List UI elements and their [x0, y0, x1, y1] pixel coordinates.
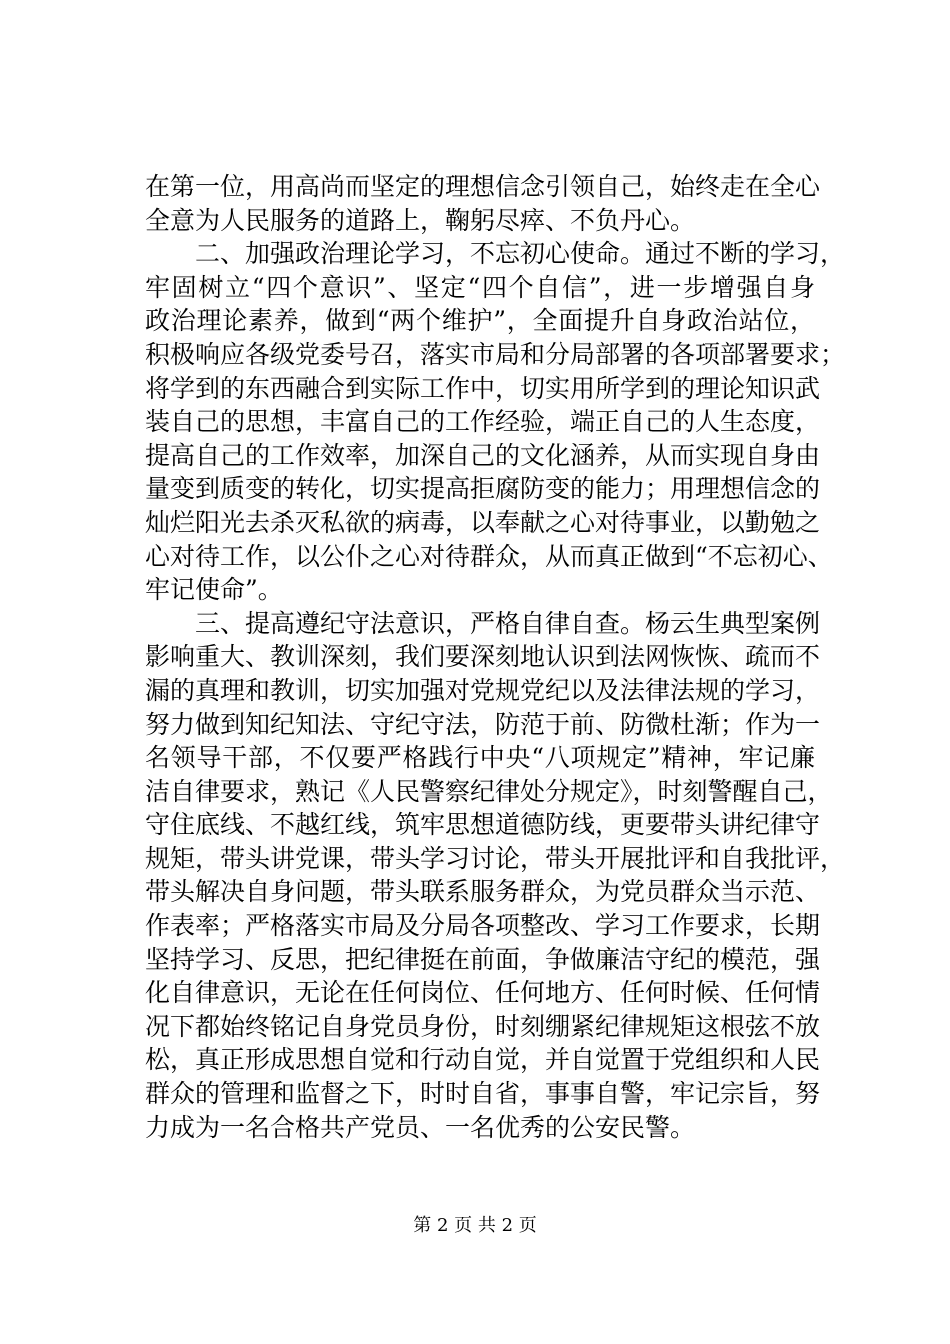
text-line: 松，真正形成思想自觉和行动自觉，并自觉置于党组织和人民	[145, 1045, 821, 1075]
text-line: 坚持学习、反思，把纪律挺在前面，争做廉洁守纪的模范，强	[145, 944, 821, 974]
text-line: 名领导干部，不仅要严格践行中央“八项规定”精神，牢记廉	[145, 743, 815, 773]
text-line: 三、提高遵纪守法意识，严格自律自查。杨云生典型案例	[145, 608, 821, 638]
text-line: 心对待工作，以公仆之心对待群众，从而真正做到“不忘初心、	[145, 541, 833, 571]
text-line: 牢记使命”。	[145, 575, 283, 605]
text-line: 灿烂阳光去杀灭私欲的病毒，以奉献之心对待事业，以勤勉之	[145, 507, 821, 537]
document-body	[145, 170, 846, 1144]
text-line: 规矩，带头讲党课，带头学习讨论，带头开展批评和自我批评，	[145, 843, 846, 873]
text-line: 政治理论素养，做到“两个维护”，全面提升自身政治站位，	[145, 306, 815, 336]
page-number-footer: 第 2 页 共 2 页	[413, 1215, 537, 1236]
text-line: 带头解决自身问题，带头联系服务群众，为党员群众当示范、	[145, 877, 821, 907]
text-line: 守住底线、不越红线，筑牢思想道德防线，更要带头讲纪律守	[145, 810, 821, 840]
text-line: 牢固树立“四个意识”、坚定“四个自信”，进一步增强自身	[145, 272, 815, 302]
text-line: 况下都始终铭记自身党员身份，时刻绷紧纪律规矩这根弦不放	[145, 1011, 821, 1041]
text-line: 漏的真理和教训，切实加强对党规党纪以及法律法规的学习，	[145, 675, 821, 705]
text-line: 力成为一名合格共产党员、一名优秀的公安民警。	[145, 1112, 696, 1142]
text-line: 在第一位，用高尚而坚定的理想信念引领自己，始终走在全心	[145, 172, 821, 201]
text-line: 全意为人民服务的道路上，鞠躬尽瘁、不负丹心。	[145, 205, 696, 235]
text-line: 装自己的思想，丰富自己的工作经验，端正自己的人生态度，	[145, 407, 821, 437]
text-line: 将学到的东西融合到实际工作中，切实用所学到的理论知识武	[145, 373, 821, 403]
text-line: 作表率；严格落实市局及分局各项整改、学习工作要求，长期	[145, 911, 821, 941]
text-line: 洁自律要求，熟记《人民警察纪律处分规定》，时刻警醒自己，	[145, 776, 833, 806]
text-line: 提高自己的工作效率，加深自己的文化涵养，从而实现自身由	[145, 440, 821, 470]
text-line: 化自律意识，无论在任何岗位、任何地方、任何时候、任何情	[145, 978, 821, 1008]
text-line: 群众的管理和监督之下，时时自省，事事自警，牢记宗旨，努	[145, 1079, 821, 1109]
text-line: 二、加强政治理论学习，不忘初心使命。通过不断的学习，	[145, 239, 846, 269]
text-line: 影响重大、教训深刻，我们要深刻地认识到法网恢恢、疏而不	[145, 642, 821, 672]
text-line: 量变到质变的转化，切实提高拒腐防变的能力；用理想信念的	[145, 474, 821, 504]
text-line: 积极响应各级党委号召，落实市局和分局部署的各项部署要求；	[145, 339, 846, 369]
text-line: 努力做到知纪知法、守纪守法，防范于前、防微杜渐；作为一	[145, 709, 821, 739]
